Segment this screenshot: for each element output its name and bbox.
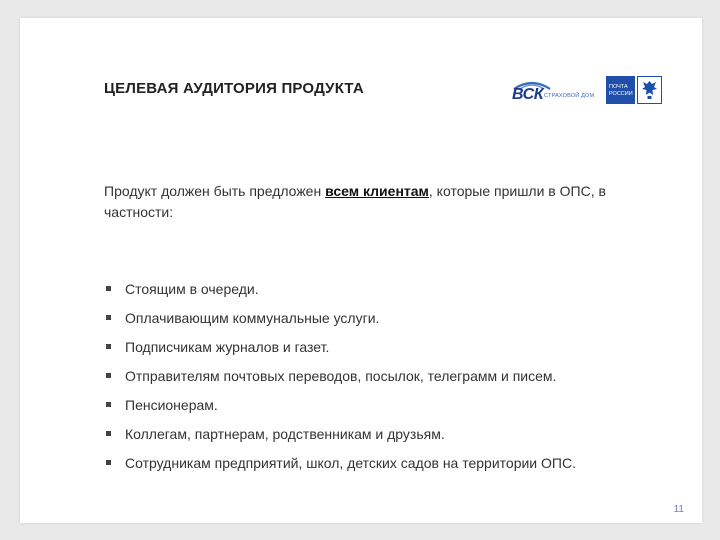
list-item: [104, 332, 576, 361]
bullet-square-icon: [106, 315, 111, 320]
intro-paragraph: [104, 181, 664, 223]
pochta-rossii-logo: [606, 76, 662, 104]
bullet-square-icon: [106, 460, 111, 465]
slide: [20, 18, 702, 523]
list-item-text: Подписчикам журналов и газет.: [125, 338, 330, 355]
page-number: 11: [673, 504, 684, 515]
pochta-logo-line2: РОССИИ: [609, 91, 633, 97]
list-item: [104, 303, 576, 332]
list-item: [104, 274, 576, 303]
eagle-emblem-icon: [637, 76, 662, 104]
pochta-logo-line1: ПОЧТА: [609, 84, 628, 90]
audience-list: [104, 274, 576, 477]
intro-text-after: , которые пришли в ОПС, в частности:: [104, 183, 606, 220]
pochta-logo-box: [606, 76, 635, 104]
bullet-square-icon: [106, 373, 111, 378]
list-item-text: Стоящим в очереди.: [125, 280, 259, 297]
vsk-logo: [512, 80, 594, 104]
list-item: [104, 361, 576, 390]
vsk-logo-tagline: СТРАХОВОЙ ДОМ: [544, 93, 595, 99]
list-item: [104, 390, 576, 419]
list-item: [104, 419, 576, 448]
bullet-square-icon: [106, 286, 111, 291]
list-item-text: Оплачивающим коммунальные услуги.: [125, 309, 380, 326]
bullet-square-icon: [106, 344, 111, 349]
intro-emphasis: всем клиентам: [325, 183, 429, 199]
vsk-logo-name: ВСК: [512, 86, 544, 103]
bullet-square-icon: [106, 431, 111, 436]
list-item-text: Пенсионерам.: [125, 396, 218, 413]
bullet-square-icon: [106, 402, 111, 407]
list-item-text: Отправителям почтовых переводов, посылок, телеграмм и писем.: [125, 367, 557, 384]
intro-text-before: Продукт должен быть предложен: [104, 183, 326, 199]
list-item-text: Коллегам, партнерам, родственникам и друзьям.: [125, 425, 445, 442]
list-item: [104, 448, 576, 477]
slide-title: ЦЕЛЕВАЯ АУДИТОРИЯ ПРОДУКТА: [104, 80, 364, 97]
list-item-text: Сотрудникам предприятий, школ, детских садов на территории ОПС.: [125, 454, 576, 471]
